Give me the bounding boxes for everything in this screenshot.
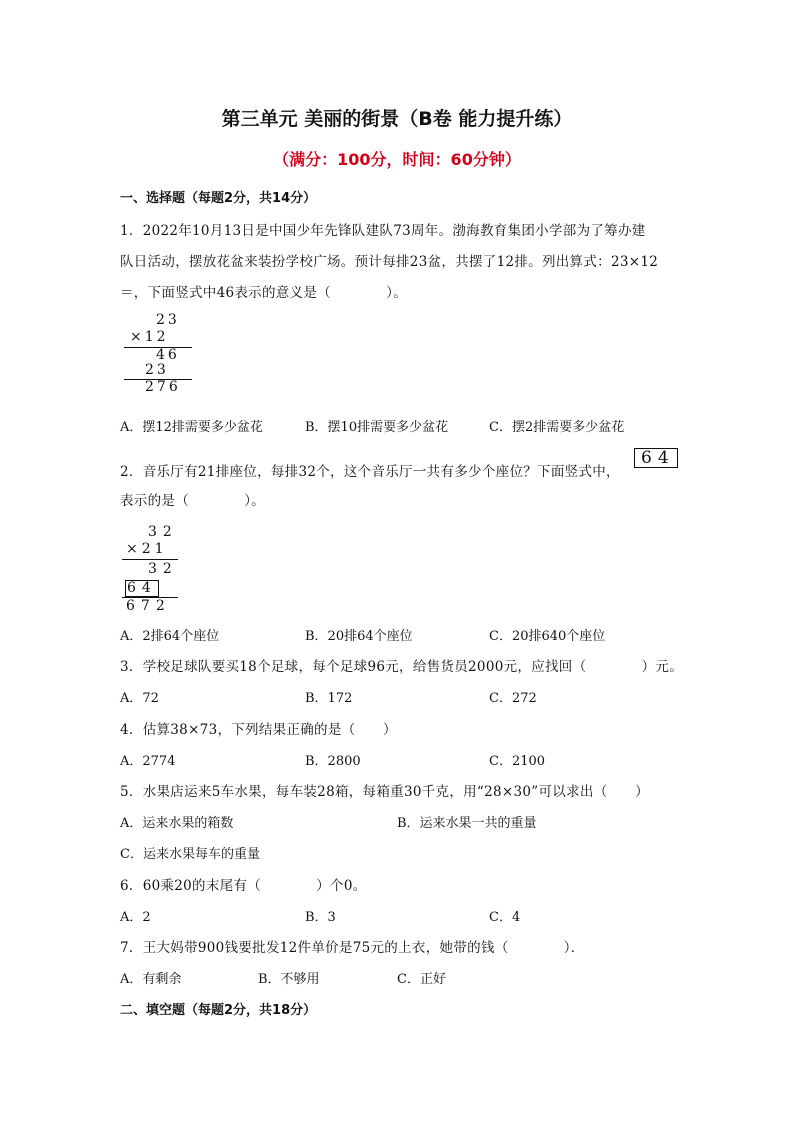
q2-calc-row1: 32	[148, 524, 178, 540]
q7-option-b[interactable]: B．不够用	[258, 972, 320, 987]
q6-line1: 6．60乘20的末尾有（ ）个0。	[120, 878, 367, 894]
q1-line3: ＝，下面竖式中46表示的意义是（ ）。	[120, 285, 408, 301]
q6-option-a[interactable]: A．2	[120, 910, 151, 925]
q3-option-a[interactable]: A．72	[120, 691, 159, 706]
q1-line2: 队日活动，摆放花盆来装扮学校广场。预计每排23盆，共摆了12排。列出算式：23×12	[120, 254, 659, 270]
q4-option-c[interactable]: C．2100	[489, 754, 546, 769]
section-heading-choice: 一、选择题（每题2分，共14分）	[120, 191, 317, 206]
q7-option-c[interactable]: C．正好	[397, 972, 446, 987]
q2-calc-row3: 32	[148, 561, 178, 577]
q3-option-c[interactable]: C．272	[489, 691, 537, 706]
q1-calc-row5: 276	[145, 379, 181, 395]
exam-info: （满分：100分，时间：60分钟）	[273, 150, 521, 169]
q5-option-a[interactable]: A．运来水果的箱数	[120, 816, 234, 831]
q6-option-c[interactable]: C．4	[489, 910, 521, 925]
q2-calc-line1	[122, 559, 178, 560]
q1-calc-row1: 23	[156, 312, 180, 328]
q2-calc-row2: ×21	[126, 541, 168, 557]
q1-option-a[interactable]: A．摆12排需要多少盆花	[120, 420, 263, 435]
q2-calc-row4-boxed: 64	[127, 580, 157, 596]
q6-option-b[interactable]: B．3	[305, 910, 336, 925]
q2-option-a[interactable]: A．2排64个座位	[120, 629, 220, 644]
q2-vertical-calculation	[120, 524, 190, 612]
q1-calc-row2: ×12	[130, 329, 169, 345]
q4-line1: 4．估算38×73，下列结果正确的是（ ）	[120, 722, 397, 738]
q3-option-b[interactable]: B．172	[305, 691, 353, 706]
q2-option-c[interactable]: C．20排640个座位	[489, 629, 606, 644]
q1-calc-row3: 46	[156, 347, 180, 363]
section-heading-fill-blank: 二、填空题（每题2分，共18分）	[120, 1003, 317, 1018]
q1-vertical-calculation	[120, 312, 200, 396]
q1-line1: 1．2022年10月13日是中国少年先锋队建队73周年。渤海教育集团小学部为了筹办建	[120, 223, 646, 239]
q1-option-c[interactable]: C．摆2排需要多少盆花	[489, 420, 625, 435]
q5-line1: 5．水果店运来5车水果，每车装28箱，每箱重30千克，用“28×30”可以求出（ ）	[120, 784, 649, 800]
q7-line1: 7．王大妈带900钱要批发12件单价是75元的上衣，她带的钱（ ）．	[120, 940, 585, 956]
q2-calc-row5: 672	[126, 598, 171, 614]
q5-option-b[interactable]: B．运来水果一共的重量	[397, 816, 537, 831]
q2-line2: 表示的是（ ）。	[120, 493, 266, 509]
q1-option-b[interactable]: B．摆10排需要多少盆花	[305, 420, 449, 435]
q3-line1: 3．学校足球队要买18个足球，每个足球96元，给售货员2000元，应找回（ ）元。	[120, 659, 684, 675]
q2-option-b[interactable]: B．20排64个座位	[305, 629, 413, 644]
q2-boxed-number: 64	[634, 448, 678, 468]
q5-option-c[interactable]: C．运来水果每车的重量	[120, 847, 260, 862]
q4-option-b[interactable]: B．2800	[305, 754, 361, 769]
q4-option-a[interactable]: A．2774	[120, 754, 176, 769]
q7-option-a[interactable]: A．有剩余	[120, 972, 182, 987]
q2-line1: 2．音乐厅有21排座位，每排32个，这个音乐厅一共有多少个座位？下面竖式中，	[120, 464, 620, 480]
q1-calc-row4: 23	[145, 362, 169, 378]
page-title: 第三单元 美丽的街景（B卷 能力提升练）	[221, 108, 573, 130]
